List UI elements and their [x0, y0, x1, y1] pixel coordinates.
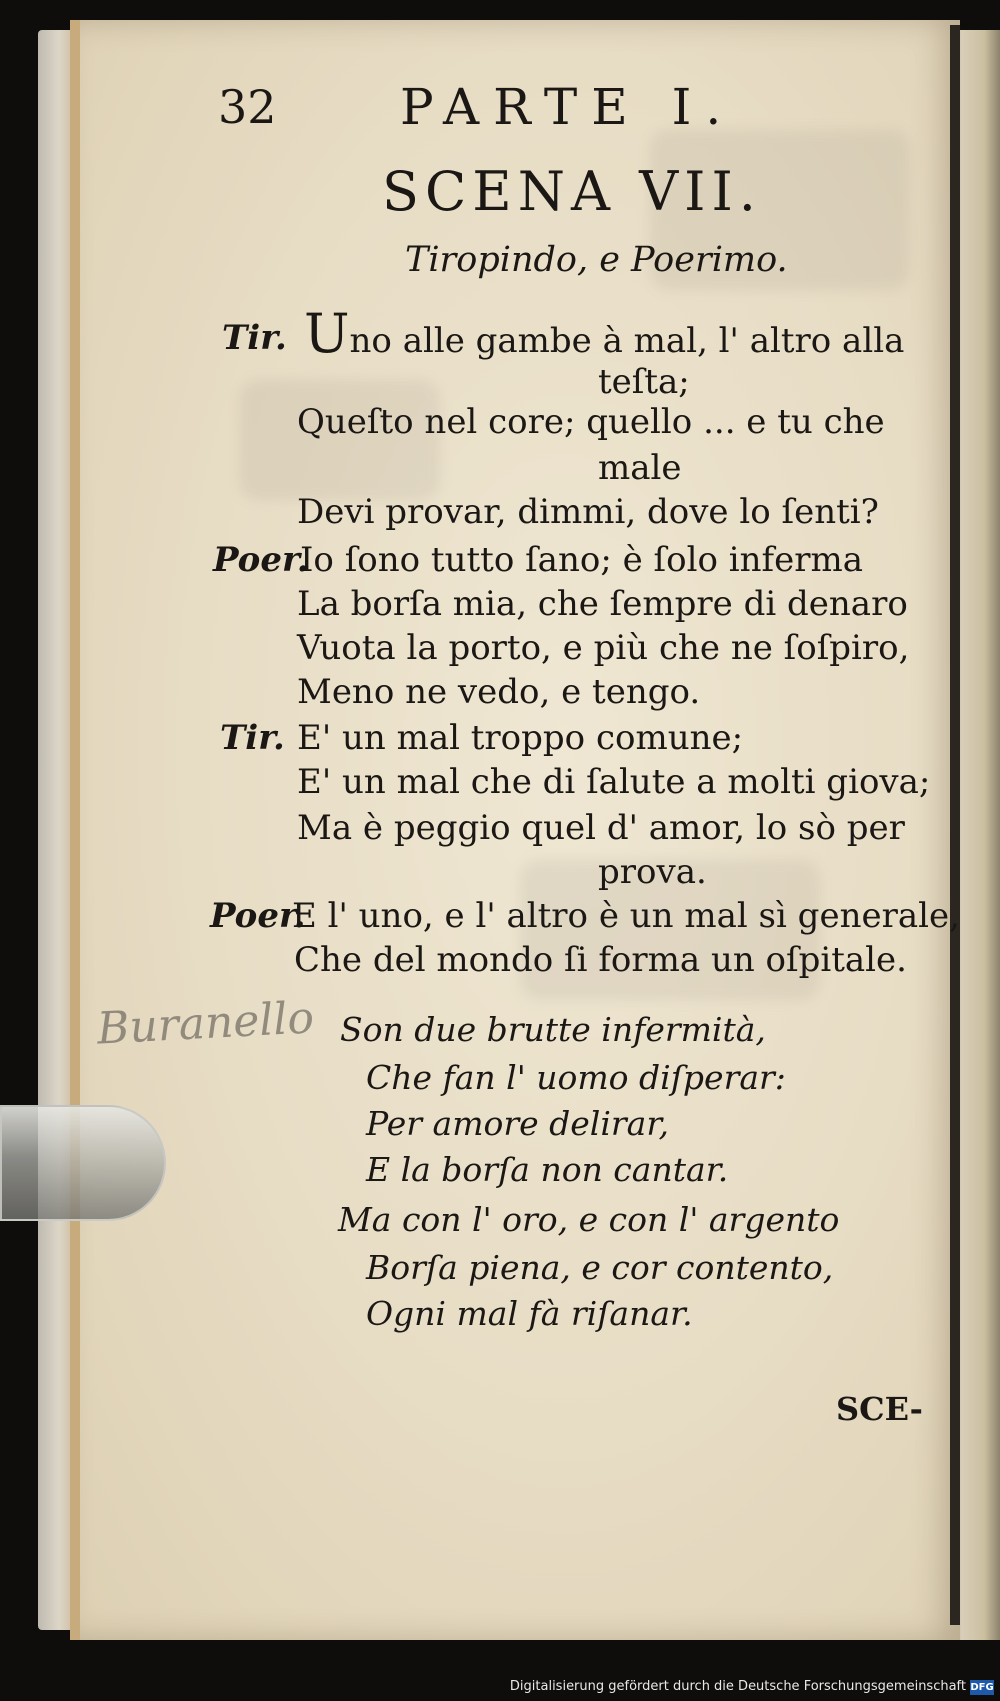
speaker-label: Tir. — [222, 318, 287, 358]
digitization-footer — [0, 1677, 1000, 1701]
dialogue-line: Devi provar, dimmi, dove lo ſenti? — [297, 492, 879, 532]
dialogue-line: La borſa mia, che ſempre di denaro — [297, 584, 908, 624]
song-line: E la borſa non cantar. — [366, 1150, 729, 1189]
drop-initial: U — [304, 302, 350, 365]
dialogue-line: E' un mal che di ſalute a molti giova; — [297, 762, 931, 802]
catchword: SCE- — [836, 1390, 923, 1428]
part-heading: PARTE I. — [400, 78, 736, 136]
dfg-logo: DFG — [970, 1682, 994, 1693]
dialogue-line: Queſto nel core; quello ... e tu che — [297, 402, 885, 442]
footer-text: Digitalisierung gefördert durch die Deutsche Forschungsgemeinschaft — [509, 1679, 966, 1694]
speaker-label: Poer. — [213, 540, 309, 580]
song-line: Ogni mal fà riſanar. — [366, 1294, 693, 1333]
song-line: Ma con l' oro, e con l' argento — [338, 1200, 840, 1239]
dialogue-line: Ma è peggio quel d' amor, lo sò per — [297, 808, 905, 848]
speaker-label: Poer. — [210, 896, 306, 936]
song-line: Che fan l' uomo diſperar: — [366, 1058, 786, 1097]
speaker-label: Tir. — [220, 718, 285, 758]
song-line: Son due brutte infermità, — [340, 1010, 766, 1049]
dialogue-line-text: no alle gambe à mal, l' altro alla — [349, 321, 905, 361]
song-line: Per amore delirar, — [366, 1104, 669, 1143]
dialogue-line: Io ſono tutto ſano; è ſolo inferma — [300, 540, 863, 580]
dialogue-line — [304, 302, 904, 365]
dialogue-line: Che del mondo ſi forma un oſpitale. — [294, 940, 907, 980]
dialogue-line-continuation: male — [598, 448, 682, 488]
dialogue-line: E l' uno, e l' altro è un mal sì generale, — [292, 896, 960, 936]
page-clip — [0, 1105, 166, 1221]
dialogue-line: Meno ne vedo, e tengo. — [297, 672, 701, 712]
pencil-marginalia: Buranello — [95, 992, 316, 1055]
dialogue-line: Vuota la porto, e più che ne ſoſpiro, — [297, 628, 910, 668]
page-number: 32 — [218, 80, 277, 134]
dialogue-line-continuation: prova. — [598, 852, 707, 892]
dialogue-line: E' un mal troppo comune; — [297, 718, 744, 758]
gutter-shadow — [950, 25, 960, 1625]
scene-heading: SCENA VII. — [382, 160, 762, 223]
dialogue-line-continuation: teſta; — [598, 362, 690, 402]
song-line: Borſa piena, e cor contento, — [366, 1248, 834, 1287]
scene-characters: Tiropindo, e Poerimo. — [405, 240, 788, 280]
